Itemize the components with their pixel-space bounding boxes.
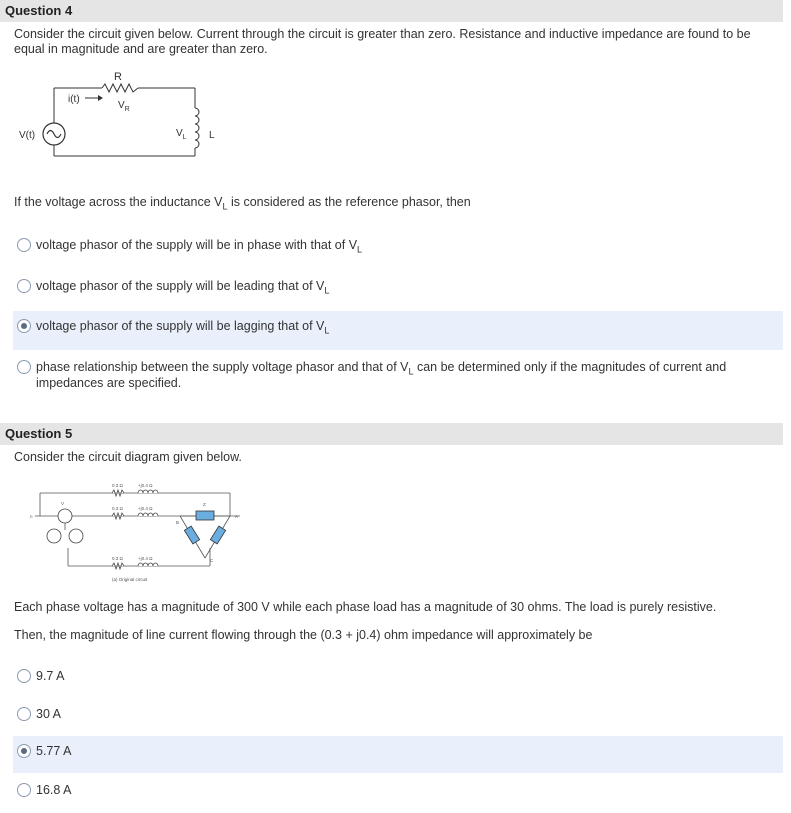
q4-radio-2[interactable] [17,279,31,293]
q4-circuit-diagram [0,62,240,172]
q5-circuit-diagram [30,478,250,588]
q5-caption: (a) Original circuit [112,577,148,582]
q5-imp-x-3: +j0.4 Ω [138,556,153,561]
q5-inductor-3 [138,563,158,566]
q4-option-4-label: phase relationship between the supply voltage phasor and that of $V_L$ can be determined only if the magnitudes of current and impedances are specified. [36,360,727,390]
q5-inductor-2 [138,513,158,516]
q5-option-4-label: 16.8 A [36,783,72,797]
q4-current-arrowhead-icon [98,95,103,101]
q5-resistor-1 [112,490,124,496]
q4-prompt-text: If the voltage across the inductance V [14,195,223,209]
q4-radio-4[interactable] [17,360,31,374]
q5-imp-x-2: +j0.4 Ω [138,506,153,511]
q5-label-va: V [61,501,65,506]
q5-load-ca [210,526,225,544]
q5-option-2-label: 30 A [36,707,62,721]
question-4-stem [14,27,784,57]
q5-option-2[interactable] [13,703,783,725]
q4-option-2[interactable] [13,275,783,297]
question-5-para1: Each phase voltage has a magnitude of 300 V while each phase load has a magnitude of 30 ohms. The load is purely resistive. [14,600,717,614]
q4-l-label: L [209,130,215,141]
q5-label-b: B [176,520,180,525]
q4-option-1-label: voltage phasor of the supply will be in phase with that of $V_L$ [36,238,363,255]
q4-option-1[interactable] [13,234,783,256]
q5-radio-1[interactable] [17,669,31,683]
q4-prompt-sub: L [222,201,228,212]
q5-imp-r-3: 0.3 Ω [112,556,123,561]
q5-option-3-label: 5.77 A [36,744,72,758]
q5-source-c [69,529,83,543]
q4-option-3-label: voltage phasor of the supply will be lagging that of $V_L$ [36,319,330,336]
q5-label-c: C [210,558,214,563]
q5-option-1-label: 9.7 A [36,669,65,683]
q5-source-b [47,529,61,543]
q5-load-ab [196,511,214,520]
q4-radio-1[interactable] [17,238,31,252]
q5-option-4[interactable] [13,779,783,801]
q5-source-a [58,509,72,523]
q4-vr-label: $V_R$ [118,100,130,113]
q5-label-a: A [235,514,239,519]
q5-option-3[interactable] [13,736,783,773]
question-5-para2: Then, the magnitude of line current flowing through the (0.3 + j0.4) ohm impedance will approximately be [14,628,593,642]
q4-prompt-text-end: is considered as the reference phasor, then [227,195,471,209]
q4-r-label: R [114,71,122,83]
q4-option-2-label: voltage phasor of the supply will be leading that of $V_L$ [36,279,330,296]
q5-resistor-3 [112,563,124,569]
q4-v-label: V(t) [19,130,36,141]
question-4-title: Question 4 [5,3,73,18]
q5-radio-3-selected[interactable] [17,744,31,758]
question-5-stem: Consider the circuit diagram given below. [14,450,242,464]
q5-imp-r-1: 0.3 Ω [112,483,123,488]
q5-imp-x-1: +j0.4 Ω [138,483,153,488]
q5-radio-4[interactable] [17,783,31,797]
question-4-prompt [14,195,784,210]
q5-label-n: n [30,514,33,519]
q4-resistor [102,84,138,92]
q5-radio-2[interactable] [17,707,31,721]
q4-vl-label: $V_L$ [176,128,187,141]
question-5-header [0,423,783,445]
question-4-header [0,0,783,22]
q4-inductor [195,108,199,148]
q4-radio-3-selected[interactable] [17,319,31,333]
q5-inductor-1 [138,490,158,493]
q5-label-zl: Z [203,502,206,507]
q4-option-3[interactable] [13,311,783,350]
q4-option-4[interactable] [13,356,783,392]
q5-option-1[interactable] [13,665,783,687]
question-4-stem-line1: Consider the circuit given below. Current through the circuit is greater than zero. Resistance and inductive impedance are found to be [14,27,751,41]
question-4-stem-line2: equal in magnitude and are greater than zero. [14,42,268,56]
q5-resistor-2 [112,513,124,519]
q5-imp-r-2: 0.3 Ω [112,506,123,511]
q5-load-bc [184,526,199,544]
question-5-title: Question 5 [5,426,73,441]
q4-i-label: i(t) [68,94,80,105]
